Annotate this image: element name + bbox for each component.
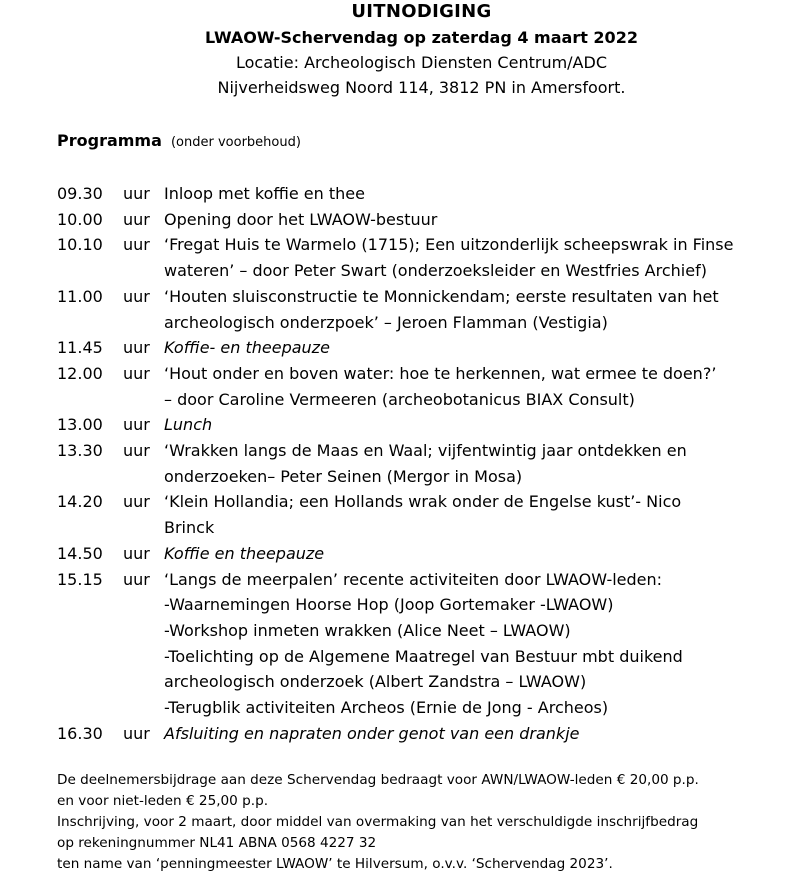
schedule-time: 11.00 bbox=[57, 286, 103, 306]
schedule-item bbox=[57, 207, 797, 233]
schedule-time: 09.30 bbox=[57, 184, 103, 203]
schedule-time: 14.50 bbox=[57, 543, 103, 563]
schedule-item bbox=[57, 181, 797, 207]
schedule-unit: uur bbox=[123, 235, 150, 255]
schedule-unit: uur bbox=[123, 569, 150, 589]
schedule-description: Opening door het LWAOW-bestuur bbox=[164, 209, 438, 229]
header bbox=[0, 0, 803, 100]
schedule-item bbox=[57, 361, 797, 412]
schedule-item bbox=[57, 335, 797, 361]
schedule-time: 16.30 bbox=[57, 723, 103, 743]
schedule-time: 14.20 bbox=[57, 492, 103, 512]
schedule-time: 15.15 bbox=[57, 569, 103, 589]
schedule-item bbox=[57, 284, 797, 335]
schedule-time: 13.30 bbox=[57, 441, 103, 461]
location-line-1: Locatie: Archeologisch Diensten Centrum/ADC bbox=[236, 53, 607, 72]
schedule-time: 12.00 bbox=[57, 363, 103, 383]
schedule-list bbox=[57, 181, 797, 746]
schedule-item bbox=[57, 489, 797, 540]
program-heading bbox=[57, 129, 301, 155]
schedule-description: Inloop met koffie en thee bbox=[164, 184, 365, 203]
schedule-description: ‘Klein Hollandia; een Hollands wrak onder de Engelse kust’- Nico Brinck bbox=[164, 492, 682, 538]
page-title: UITNODIGING bbox=[351, 1, 492, 22]
schedule-time: 13.00 bbox=[57, 415, 103, 435]
schedule-unit: uur bbox=[123, 184, 150, 203]
schedule-unit: uur bbox=[123, 441, 150, 461]
schedule-unit: uur bbox=[123, 723, 150, 743]
schedule-description: ‘Hout onder en boven water: hoe te herkennen, wat ermee te doen?’ – door Caroline Vermeeren (archeobotanicus BIAX Consult) bbox=[164, 363, 717, 409]
event-subtitle: LWAOW-Schervendag op zaterdag 4 maart 2022 bbox=[205, 28, 638, 47]
schedule-unit: uur bbox=[123, 415, 150, 435]
program-note: (onder voorbehoud) bbox=[170, 135, 301, 150]
schedule-item bbox=[57, 567, 797, 721]
schedule-item bbox=[57, 541, 797, 567]
schedule-item bbox=[57, 412, 797, 438]
program-title: Programma bbox=[57, 131, 162, 150]
schedule-item bbox=[57, 232, 797, 283]
schedule-unit: uur bbox=[123, 363, 150, 383]
schedule-unit: uur bbox=[123, 286, 150, 306]
schedule-unit: uur bbox=[123, 492, 150, 512]
schedule-description: Lunch bbox=[164, 415, 213, 435]
schedule-item bbox=[57, 721, 797, 747]
schedule-description: Afsluiting en napraten onder genot van een drankje bbox=[164, 723, 580, 743]
schedule-description: ‘Langs de meerpalen’ recente activiteiten door LWAOW-leden: -Waarnemingen Hoorse Hop (Joop Gortemaker -LWAOW) -Workshop inmeten wrakken (Alice Neet – LWAOW) -Toelichting op de Algemene Maatregel van Bestuur mbt duikend archeologisch onderzoek (Albert Zandstra – LWAOW) -Terugblik activiteiten Archeos (Ernie de Jong - Archeos) bbox=[164, 569, 683, 718]
registration-info: De deelnemersbijdrage aan deze Schervendag bedraagt voor AWN/LWAOW-leden € 20,00 p.p. en voor niet-leden € 25,00 p.p. Inschrijving, voor 2 maart, door middel van overmaking van het verschuldigde inschrijfbedrag op rekeningnummer NL41 ABNA 0568 4227 32 ten name van ‘penningmeester LWAOW’ te Hilversum, o.v.v. ‘Schervendag 2023’. bbox=[57, 772, 699, 872]
schedule-unit: uur bbox=[123, 543, 150, 563]
location-line-2: Nijverheidsweg Noord 114, 3812 PN in Amersfoort. bbox=[217, 78, 626, 97]
schedule-unit: uur bbox=[123, 209, 150, 229]
schedule-description: Koffie- en theepauze bbox=[164, 338, 330, 358]
schedule-description: ‘Houten sluisconstructie te Monnickendam; eerste resultaten van het archeologisch onderzpoek’ – Jeroen Flamman (Vestigia) bbox=[164, 286, 719, 332]
schedule-description: Koffie en theepauze bbox=[164, 543, 325, 563]
schedule-unit: uur bbox=[123, 338, 150, 358]
schedule-description: ‘Fregat Huis te Warmelo (1715); Een uitzonderlijk scheepswrak in Finse wateren’ – door Peter Swart (onderzoeksleider en Westfries Archief) bbox=[164, 235, 734, 281]
schedule-item bbox=[57, 438, 797, 489]
schedule-time: 10.00 bbox=[57, 209, 103, 229]
schedule-description: ‘Wrakken langs de Maas en Waal; vijfentwintig jaar ontdekken en onderzoeken– Peter Seinen (Mergor in Mosa) bbox=[164, 441, 687, 486]
schedule-time: 11.45 bbox=[57, 338, 103, 358]
schedule-time: 10.10 bbox=[57, 235, 103, 255]
